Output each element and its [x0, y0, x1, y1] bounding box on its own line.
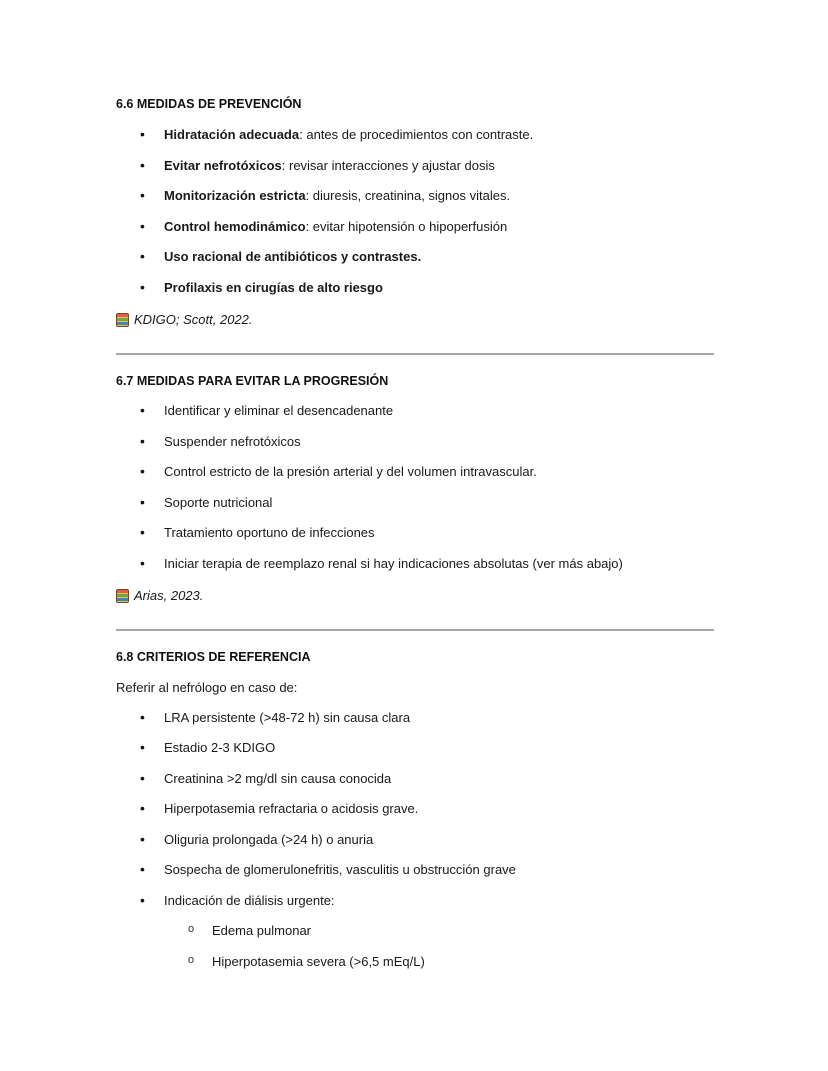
books-icon	[116, 589, 129, 603]
section-6-6-heading: 6.6 MEDIDAS DE PREVENCIÓN	[116, 97, 302, 111]
reference-text: KDIGO; Scott, 2022.	[134, 312, 253, 327]
list-item-bold: Control hemodinámico	[164, 219, 306, 234]
list-item: • Indicación de diálisis urgente:	[164, 893, 335, 908]
list-item	[164, 188, 510, 203]
section-6-7-heading: 6.7 MEDIDAS PARA EVITAR LA PROGRESIÓN	[116, 374, 389, 388]
list-item	[164, 280, 383, 295]
list-item: • Sospecha de glomerulonefritis, vasculitis u obstrucción grave	[164, 862, 516, 877]
section-intro: Referir al nefrólogo en caso de:	[116, 680, 298, 695]
list-item-text: : diuresis, creatinina, signos vitales.	[305, 188, 511, 203]
list-item: • Identificar y eliminar el desencadenante	[164, 403, 393, 418]
list-item: • Control estricto de la presión arterial y del volumen intravascular.	[164, 464, 537, 479]
reference-line	[116, 312, 253, 327]
sub-list-item: o Edema pulmonar	[212, 923, 311, 938]
list-item-bold: Profilaxis en cirugías de alto riesgo	[164, 280, 383, 295]
list-item-text: : revisar interacciones y ajustar dosis	[281, 158, 495, 173]
list-item: • LRA persistente (>48-72 h) sin causa clara	[164, 710, 410, 725]
list-item: • Soporte nutricional	[164, 495, 272, 510]
section-6-8-heading: 6.8 CRITERIOS DE REFERENCIA	[116, 650, 311, 664]
reference-text: Arias, 2023.	[134, 588, 204, 603]
horizontal-divider	[116, 629, 714, 631]
list-item: • Tratamiento oportuno de infecciones	[164, 525, 375, 540]
list-item	[164, 219, 507, 234]
list-item-bold: Monitorización estricta	[164, 188, 306, 203]
list-item	[164, 127, 533, 142]
list-item: • Creatinina >2 mg/dl sin causa conocida	[164, 771, 391, 786]
list-item-bold: Evitar nefrotóxicos	[164, 158, 282, 173]
list-item-bold: Hidratación adecuada	[164, 127, 300, 142]
reference-line	[116, 588, 203, 603]
list-item: • Suspender nefrotóxicos	[164, 434, 301, 449]
list-item-bold: Uso racional de antibióticos y contrastes.	[164, 249, 422, 264]
list-item: • Estadio 2-3 KDIGO	[164, 740, 275, 755]
horizontal-divider	[116, 353, 714, 355]
list-item	[164, 249, 421, 264]
list-item-text: : antes de procedimientos con contraste.	[299, 127, 534, 142]
list-item: • Oliguria prolongada (>24 h) o anuria	[164, 832, 373, 847]
books-icon	[116, 313, 129, 327]
list-item	[164, 158, 495, 173]
list-item-text: : evitar hipotensión o hipoperfusión	[305, 219, 508, 234]
list-item: • Iniciar terapia de reemplazo renal si hay indicaciones absolutas (ver más abajo)	[164, 556, 623, 571]
list-item: • Hiperpotasemia refractaria o acidosis grave.	[164, 801, 418, 816]
sub-list-item: o Hiperpotasemia severa (>6,5 mEq/L)	[212, 954, 425, 969]
